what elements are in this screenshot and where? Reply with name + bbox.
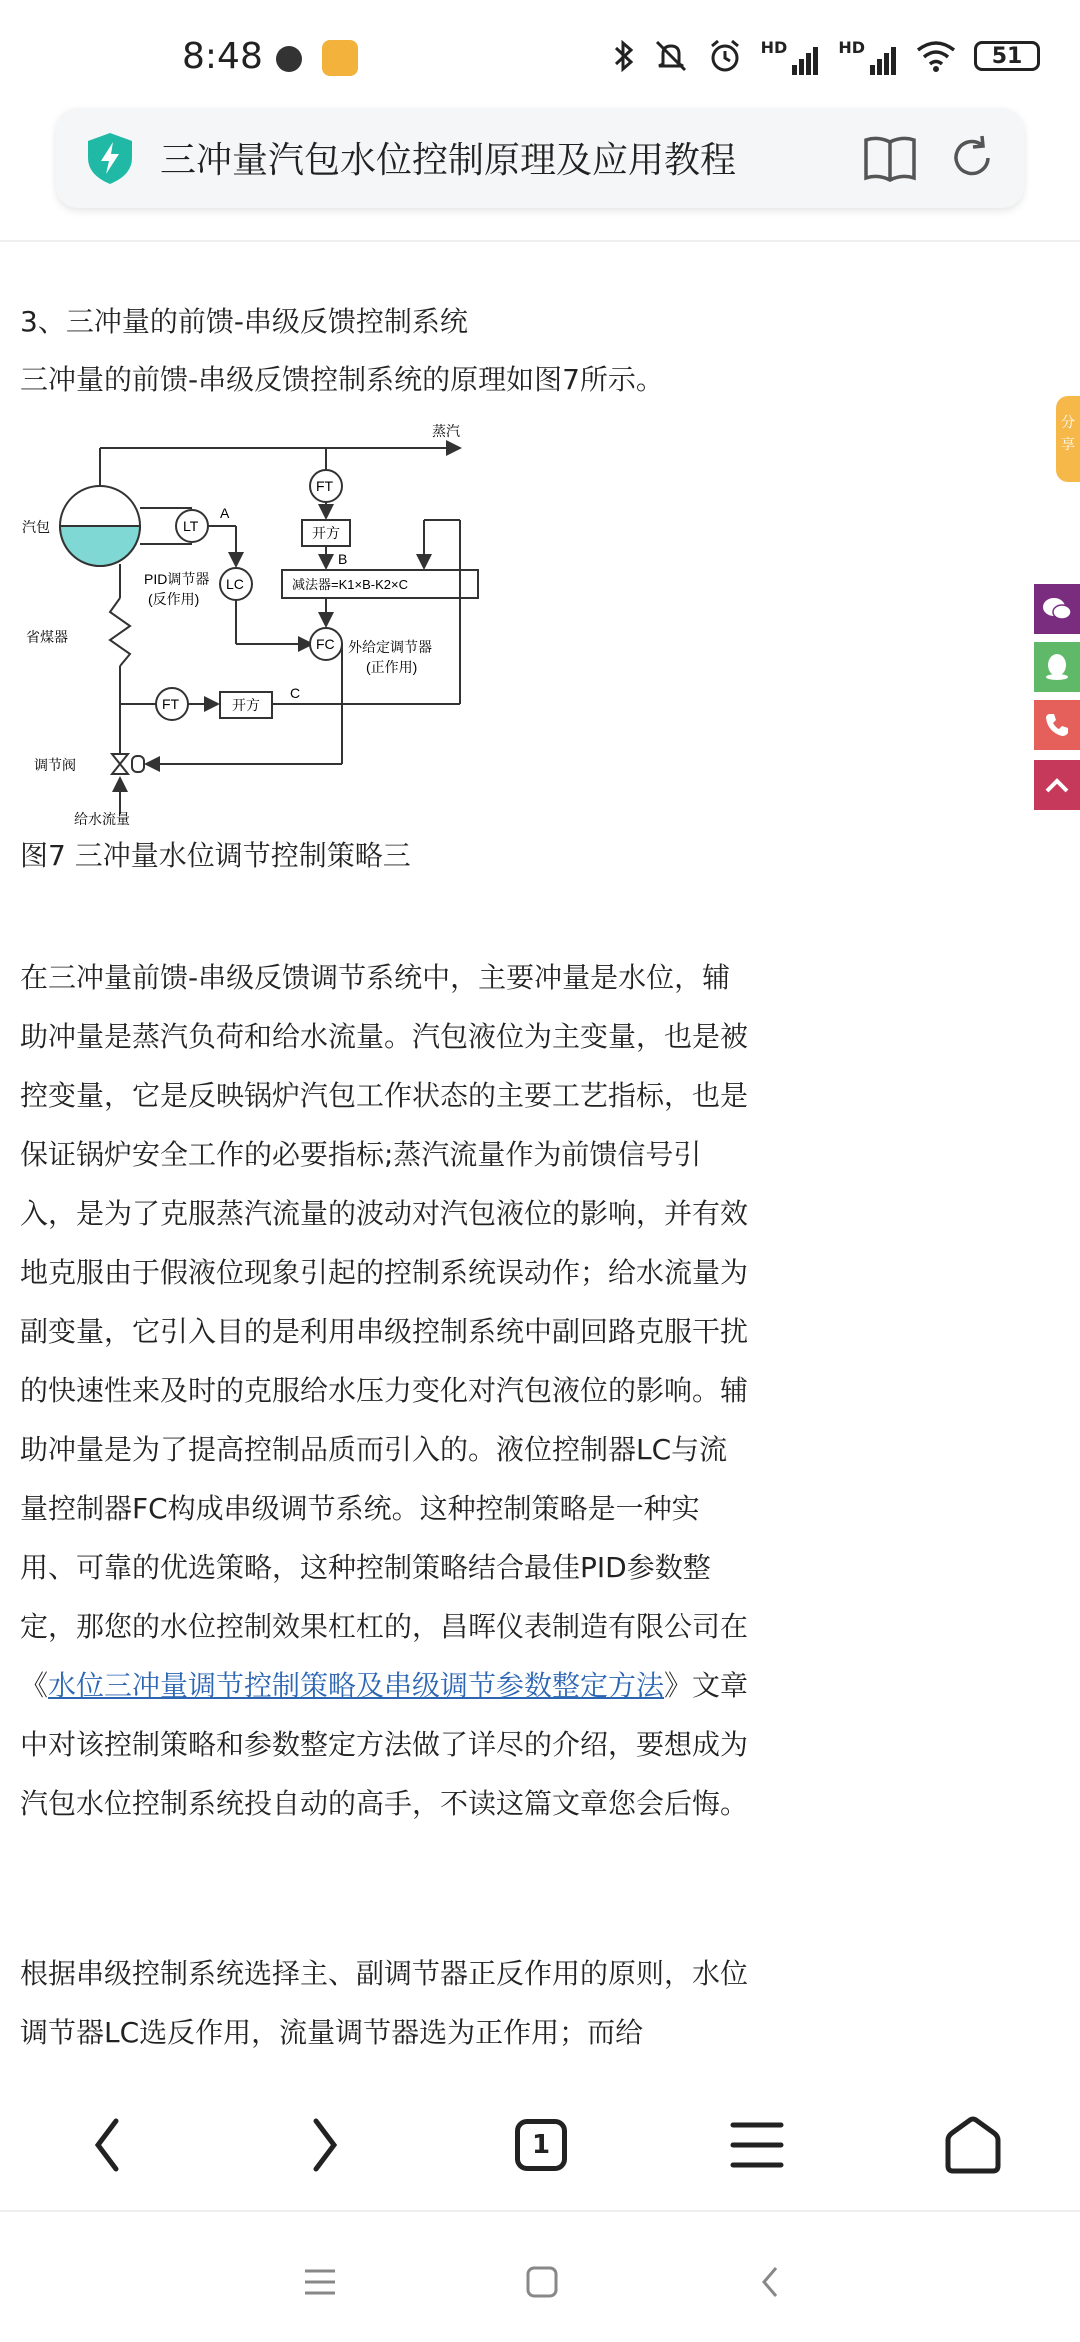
wechat-icon — [1042, 596, 1072, 622]
pid-label-line1: PID调节器 — [144, 571, 210, 587]
section-heading: 3、三冲量的前馈-串级反馈控制系统 — [20, 305, 468, 338]
home-button[interactable] — [928, 2100, 1018, 2190]
notification-dot-icon — [276, 46, 302, 72]
sqrt-top-label: 开方 — [312, 525, 340, 541]
status-bar — [0, 0, 1080, 110]
sqrt-bottom-label: 开方 — [232, 697, 260, 713]
page-title[interactable]: 三冲量汽包水位控制原理及应用教程 — [160, 140, 737, 181]
system-navigation — [0, 2210, 1080, 2342]
back-to-top-icon — [1044, 776, 1070, 794]
phone-button[interactable] — [1034, 700, 1080, 750]
menu-icon — [302, 2267, 338, 2297]
home-icon — [942, 2114, 1004, 2176]
mute-icon — [653, 38, 689, 74]
address-bar[interactable] — [56, 108, 1024, 208]
back-to-top-button[interactable] — [1034, 760, 1080, 810]
signal-icon — [868, 45, 898, 75]
ft-top-label: FT — [316, 478, 334, 494]
valve-symbol — [112, 754, 128, 774]
status-icons — [613, 34, 1040, 78]
forward-button[interactable] — [280, 2100, 370, 2190]
app-notification-icon — [322, 40, 358, 76]
drum-label: 汽包 — [22, 519, 50, 535]
system-back-button[interactable] — [740, 2252, 800, 2312]
control-diagram — [20, 408, 520, 828]
alarm-icon — [707, 38, 743, 74]
back-button[interactable] — [62, 2100, 152, 2190]
bluetooth-icon — [613, 38, 635, 74]
battery-icon: 51 — [974, 41, 1040, 71]
refresh-icon[interactable] — [946, 132, 998, 184]
valve-label: 调节阀 — [34, 757, 76, 773]
chevron-right-icon — [310, 2117, 340, 2173]
lt-label: LT — [183, 518, 199, 534]
signal-c-label: C — [290, 685, 301, 701]
fc-label: FC — [316, 636, 335, 652]
figure-caption: 图7 三冲量水位调节控制策略三 — [20, 839, 411, 872]
menu-icon — [729, 2120, 785, 2170]
shield-icon[interactable] — [82, 130, 138, 186]
lc-label: LC — [226, 576, 244, 592]
fc-label-line1: 外给定调节器 — [348, 639, 432, 655]
economizer-label: 省煤器 — [26, 629, 68, 645]
subtractor-label: 减法器=K1×B-K2×C — [292, 577, 408, 592]
pid-label-line2: (反作用) — [148, 591, 200, 607]
browser-toolbar — [0, 2080, 1080, 2200]
qq-share-button[interactable] — [1034, 642, 1080, 692]
signal-hd-1: HD — [761, 38, 821, 75]
fc-label-line2: (正作用) — [366, 659, 418, 675]
signal-icon — [790, 45, 820, 75]
square-icon — [525, 2265, 559, 2299]
signal-a-label: A — [220, 505, 230, 521]
paragraph-1: 在三冲量前馈-串级反馈调节系统中，主要冲量是水位，辅助冲量是蒸汽负荷和给水流量。汽包液位为主变量，也是被控变量，它是反映锅炉汽包工作状态的主要工艺指标，也是保证锅炉安全工作的必要指标;蒸汽流量作为前馈信号引入，是为了克服蒸汽流量的波动对汽包液位的影响，并有效地克服由于假液位现象引起的控制系统误动作；给水流量为副变量，它引入目的是利用串级控制系统中副回路克服干扰的快速性来及时的克服给水压力变化对汽包液位的影响。辅助冲量是为了提高控制品质而引入的。液位控制器LC与流量控制器FC构成串级调节系统。这种控制策略是一种实用、可靠的优选策略，这种控制策略结合最佳PID参数整定，那您的水位控制效果杠杠的，昌晖仪表制造有限公司在《水位三冲量调节控制策略及串级调节参数整定方法》文章中对该控制策略和参数整定方法做了详尽的介绍，要想成为汽包水位控制系统投自动的高手，不读这篇文章您会后悔。 — [20, 961, 749, 1820]
tab-count: 1 — [515, 2119, 567, 2171]
intro-text: 三冲量的前馈-串级反馈控制系统的原理如图7所示。 — [20, 363, 664, 396]
steam-label: 蒸汽 — [432, 423, 460, 439]
chevron-left-icon — [92, 2117, 122, 2173]
signal-hd-2: HD — [838, 38, 898, 75]
wechat-share-button[interactable] — [1034, 584, 1080, 634]
share-tab[interactable]: 分享 — [1056, 396, 1080, 482]
ft-bottom-label: FT — [162, 696, 180, 712]
economizer-coil — [110, 598, 130, 666]
qq-icon — [1044, 653, 1070, 681]
recent-apps-button[interactable] — [290, 2252, 350, 2312]
status-time: 8:48 — [182, 36, 263, 77]
chevron-left-icon — [759, 2264, 781, 2300]
tabs-button[interactable] — [496, 2100, 586, 2190]
article-link[interactable]: 水位三冲量调节控制策略及串级调节参数整定方法 — [48, 1669, 665, 1702]
menu-button[interactable] — [712, 2100, 802, 2190]
reader-mode-icon[interactable] — [862, 134, 918, 184]
wifi-icon — [916, 40, 956, 72]
signal-b-label: B — [338, 551, 348, 567]
system-home-button[interactable] — [512, 2252, 572, 2312]
phone-icon — [1044, 712, 1070, 738]
paragraph-2: 根据串级控制系统选择主、副调节器正反作用的原则，水位调节器LC选反作用，流量调节器选为正作用；而给 — [20, 1957, 749, 2049]
feedwater-label: 给水流量 — [74, 811, 130, 827]
